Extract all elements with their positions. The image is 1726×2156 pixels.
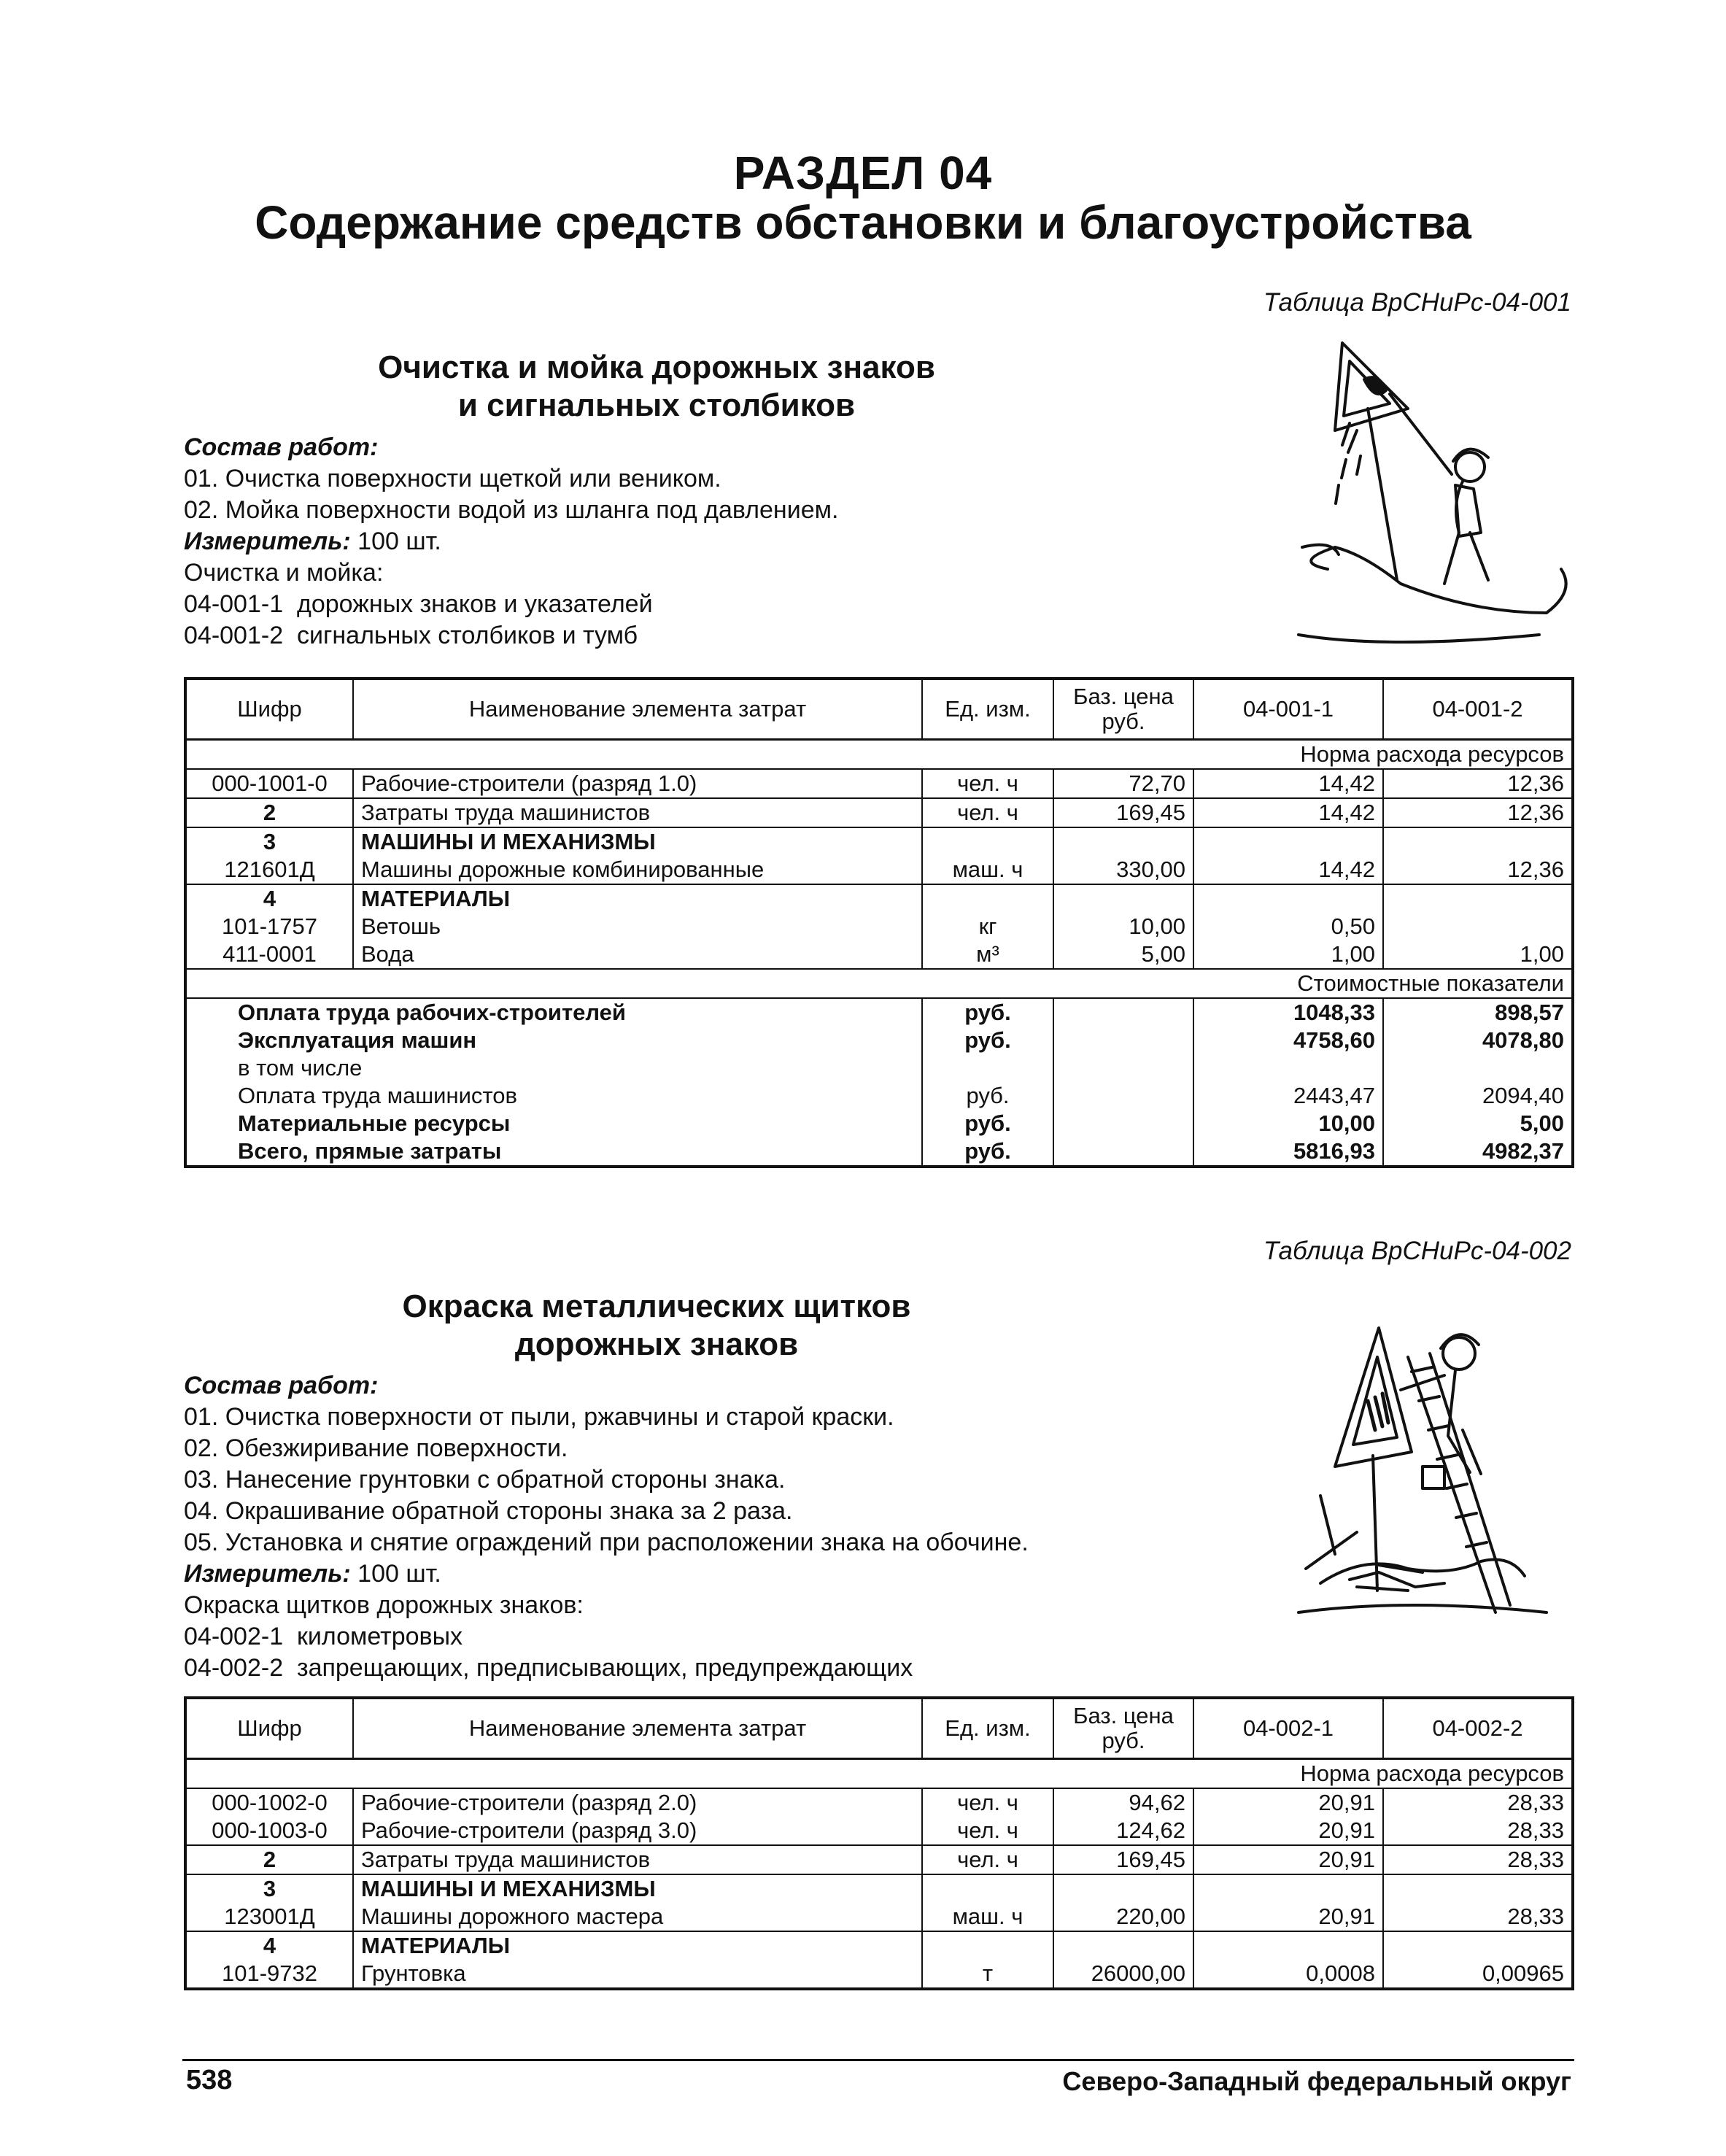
row-value-2: [1383, 1931, 1573, 1960]
col-header-variant-1: 04-002-1: [1193, 1698, 1383, 1759]
row-unit: т: [922, 1960, 1053, 1989]
table-row: [185, 1931, 1573, 1960]
row-value-2: 28,33: [1383, 1903, 1573, 1931]
row-value-1: [1193, 827, 1383, 856]
col-header-variant-1: 04-001-1: [1193, 679, 1383, 740]
meter-value: 100 шт.: [350, 1560, 441, 1588]
row-price: 124,62: [1053, 1817, 1193, 1845]
col-header-price: [1053, 679, 1193, 740]
row-code: 000-1002-0: [185, 1788, 353, 1817]
cost-value-2: 4078,80: [1383, 1027, 1573, 1054]
row-unit: маш. ч: [922, 856, 1053, 884]
price-header-line: руб.: [1102, 1727, 1145, 1753]
row-name: Машины дорожного мастера: [353, 1903, 922, 1931]
row-value-2: 12,36: [1383, 769, 1573, 798]
cost-unit: [922, 1054, 1053, 1082]
table-row: [185, 798, 1573, 827]
cost-value-1: 1048,33: [1193, 998, 1383, 1027]
row-price: [1053, 1931, 1193, 1960]
cost-row: [185, 1082, 1573, 1110]
footer-divider: [182, 2059, 1574, 2061]
row-unit: [922, 1931, 1053, 1960]
row-value-2: 0,00965: [1383, 1960, 1573, 1989]
cost-value-1: [1193, 1054, 1383, 1082]
work-description: [184, 432, 838, 652]
row-code: 000-1003-0: [185, 1817, 353, 1845]
row-code: 101-9732: [185, 1960, 353, 1989]
row-unit: чел. ч: [922, 798, 1053, 827]
row-value-1: 20,91: [1193, 1845, 1383, 1874]
row-unit: чел. ч: [922, 1788, 1053, 1817]
cost-value-1: 5816,93: [1193, 1137, 1383, 1167]
table-title-line: и сигнальных столбиков: [457, 387, 856, 423]
cost-value-2: 2094,40: [1383, 1082, 1573, 1110]
work-label: Состав работ:: [184, 433, 379, 461]
row-code: 3: [185, 1874, 353, 1903]
row-value-2: [1383, 913, 1573, 940]
col-header-price: [1053, 1698, 1193, 1759]
row-name: МАТЕРИАЛЫ: [353, 884, 922, 913]
table-title-line: Очистка и мойка дорожных знаков: [378, 349, 935, 385]
item-line: 04-002-1 километровых: [184, 1623, 463, 1650]
row-price: [1053, 1874, 1193, 1903]
row-code: 123001Д: [185, 1903, 353, 1931]
row-name: МАШИНЫ И МЕХАНИЗМЫ: [353, 1874, 922, 1903]
meter-label: Измеритель:: [184, 1560, 351, 1588]
footer-region: Северо-Западный федеральный округ: [1062, 2066, 1571, 2096]
row-code: 2: [185, 1845, 353, 1874]
work-item: 04. Окрашивание обратной стороны знака за 2 раза.: [184, 1497, 793, 1525]
row-code: 3: [185, 827, 353, 856]
row-value-1: [1193, 884, 1383, 913]
cost-row: [185, 1027, 1573, 1054]
cost-name: в том числе: [185, 1054, 922, 1082]
worker-painting-sign-illustration: [1291, 1313, 1568, 1620]
work-description: [184, 1370, 1029, 1684]
row-price: 220,00: [1053, 1903, 1193, 1931]
worker-washing-sign-illustration: [1284, 328, 1576, 657]
table-row: [185, 940, 1573, 969]
table-label: Таблица ВрСНиРс-04-002: [1263, 1237, 1571, 1265]
row-value-1: 14,42: [1193, 856, 1383, 884]
row-name: Затраты труда машинистов: [353, 1845, 922, 1874]
work-item: 03. Нанесение грунтовки с обратной стороны знака.: [184, 1466, 786, 1494]
row-code: 4: [185, 884, 353, 913]
row-unit: м³: [922, 940, 1053, 969]
row-value-2: [1383, 827, 1573, 856]
table-row: [185, 1788, 1573, 1817]
row-value-1: 14,42: [1193, 769, 1383, 798]
row-unit: [922, 884, 1053, 913]
row-name: Машины дорожные комбинированные: [353, 856, 922, 884]
table-row: [185, 1845, 1573, 1874]
row-unit: кг: [922, 913, 1053, 940]
cost-value-1: 2443,47: [1193, 1082, 1383, 1110]
table-row: [185, 1874, 1573, 1903]
row-value-1: 20,91: [1193, 1903, 1383, 1931]
row-value-2: [1383, 1874, 1573, 1903]
cost-unit: руб.: [922, 998, 1053, 1027]
row-unit: [922, 827, 1053, 856]
table-row: [185, 856, 1573, 884]
row-value-1: 0,50: [1193, 913, 1383, 940]
item-line: 04-001-1 дорожных знаков и указателей: [184, 590, 653, 618]
row-code: 121601Д: [185, 856, 353, 884]
resource-table: [184, 1696, 1574, 1990]
row-name: Вода: [353, 940, 922, 969]
price-header-line: Баз. цена: [1073, 1702, 1174, 1728]
table-row: [185, 884, 1573, 913]
page-number: 538: [186, 2065, 233, 2095]
row-price: 5,00: [1053, 940, 1193, 969]
table-row: [185, 1903, 1573, 1931]
col-header-variant-2: 04-002-2: [1383, 1698, 1573, 1759]
cost-row: [185, 1054, 1573, 1082]
col-header-unit: Ед. изм.: [922, 679, 1053, 740]
row-code: 2: [185, 798, 353, 827]
work-item: 02. Обезжиривание поверхности.: [184, 1434, 568, 1462]
work-item: 05. Установка и снятие ограждений при расположении знака на обочине.: [184, 1529, 1029, 1556]
table-title: [292, 1288, 1021, 1364]
norm-caption-row: [185, 740, 1573, 770]
row-value-1: 20,91: [1193, 1788, 1383, 1817]
row-code: 000-1001-0: [185, 769, 353, 798]
row-price: 330,00: [1053, 856, 1193, 884]
meter-label: Измеритель:: [184, 528, 351, 555]
resource-table: [184, 677, 1574, 1168]
cost-value-1: 10,00: [1193, 1110, 1383, 1137]
row-value-1: [1193, 1931, 1383, 1960]
table-header-row: [185, 679, 1573, 740]
row-value-2: 12,36: [1383, 798, 1573, 827]
row-price: 169,45: [1053, 798, 1193, 827]
row-code: 101-1757: [185, 913, 353, 940]
work-item: 01. Очистка поверхности щеткой или веником.: [184, 465, 721, 492]
table-row: [185, 769, 1573, 798]
row-name: МАТЕРИАЛЫ: [353, 1931, 922, 1960]
row-unit: чел. ч: [922, 769, 1053, 798]
section-title: Содержание средств обстановки и благоустройства: [255, 196, 1471, 249]
table-title: [292, 349, 1021, 425]
work-item: 02. Мойка поверхности водой из шланга под давлением.: [184, 496, 839, 524]
col-header-name: Наименование элемента затрат: [353, 679, 922, 740]
row-value-2: 28,33: [1383, 1845, 1573, 1874]
cost-value-2: 4982,37: [1383, 1137, 1573, 1167]
cost-name: Оплата труда рабочих-строителей: [185, 998, 922, 1027]
cost-caption: Стоимостные показатели: [1193, 969, 1573, 998]
cost-unit: руб.: [922, 1137, 1053, 1167]
cost-unit: руб.: [922, 1082, 1053, 1110]
table-header-row: [185, 1698, 1573, 1759]
row-value-1: 1,00: [1193, 940, 1383, 969]
table-row: [185, 827, 1573, 856]
row-price: 26000,00: [1053, 1960, 1193, 1989]
row-price: 94,62: [1053, 1788, 1193, 1817]
row-code: 4: [185, 1931, 353, 1960]
row-name: Ветошь: [353, 913, 922, 940]
cost-value-2: [1383, 1054, 1573, 1082]
row-unit: [922, 1874, 1053, 1903]
row-value-2: [1383, 884, 1573, 913]
cost-name: Всего, прямые затраты: [185, 1137, 922, 1167]
row-value-1: 0,0008: [1193, 1960, 1383, 1989]
price-header-line: Баз. цена: [1073, 683, 1174, 709]
item-line: 04-001-2 сигнальных столбиков и тумб: [184, 622, 638, 649]
row-name: Грунтовка: [353, 1960, 922, 1989]
section-number: РАЗДЕЛ 04: [733, 147, 993, 199]
row-unit: чел. ч: [922, 1845, 1053, 1874]
cost-unit: руб.: [922, 1027, 1053, 1054]
row-value-1: 20,91: [1193, 1817, 1383, 1845]
item-line: 04-002-2 запрещающих, предписывающих, предупреждающих: [184, 1654, 913, 1682]
row-value-1: 14,42: [1193, 798, 1383, 827]
work-label: Состав работ:: [184, 1372, 379, 1399]
price-header-line: руб.: [1102, 708, 1145, 734]
row-value-2: 1,00: [1383, 940, 1573, 969]
cost-row: [185, 1110, 1573, 1137]
cost-name: Материальные ресурсы: [185, 1110, 922, 1137]
row-value-2: 28,33: [1383, 1788, 1573, 1817]
cost-row: [185, 998, 1573, 1027]
row-value-1: [1193, 1874, 1383, 1903]
row-code: 411-0001: [185, 940, 353, 969]
table-row: [185, 1960, 1573, 1989]
row-value-2: 28,33: [1383, 1817, 1573, 1845]
row-name: Рабочие-строители (разряд 3.0): [353, 1817, 922, 1845]
norm-caption-row: [185, 1759, 1573, 1789]
row-price: [1053, 827, 1193, 856]
row-name: Рабочие-строители (разряд 2.0): [353, 1788, 922, 1817]
col-header-code: Шифр: [185, 1698, 353, 1759]
work-item: 01. Очистка поверхности от пыли, ржавчины и старой краски.: [184, 1403, 894, 1431]
cost-value-2: 898,57: [1383, 998, 1573, 1027]
cost-value-1: 4758,60: [1193, 1027, 1383, 1054]
items-intro: Очистка и мойка:: [184, 559, 384, 587]
row-name: Рабочие-строители (разряд 1.0): [353, 769, 922, 798]
cost-row: [185, 1137, 1573, 1167]
cost-name: Эксплуатация машин: [185, 1027, 922, 1054]
row-unit: чел. ч: [922, 1817, 1053, 1845]
row-name: МАШИНЫ И МЕХАНИЗМЫ: [353, 827, 922, 856]
table-label: Таблица ВрСНиРс-04-001: [1263, 288, 1571, 317]
norm-caption: Норма расхода ресурсов: [1193, 740, 1573, 770]
table-row: [185, 913, 1573, 940]
cost-caption-row: [185, 969, 1573, 998]
items-intro: Окраска щитков дорожных знаков:: [184, 1591, 584, 1619]
row-value-2: 12,36: [1383, 856, 1573, 884]
row-name: Затраты труда машинистов: [353, 798, 922, 827]
meter-value: 100 шт.: [350, 528, 441, 555]
row-price: 169,45: [1053, 1845, 1193, 1874]
cost-name: Оплата труда машинистов: [185, 1082, 922, 1110]
row-price: [1053, 884, 1193, 913]
norm-caption: Норма расхода ресурсов: [1193, 1759, 1573, 1789]
table-title-line: Окраска металлических щитков: [402, 1288, 911, 1324]
cost-value-2: 5,00: [1383, 1110, 1573, 1137]
col-header-unit: Ед. изм.: [922, 1698, 1053, 1759]
row-price: 72,70: [1053, 769, 1193, 798]
row-price: 10,00: [1053, 913, 1193, 940]
row-unit: маш. ч: [922, 1903, 1053, 1931]
table-row: [185, 1817, 1573, 1845]
col-header-code: Шифр: [185, 679, 353, 740]
cost-unit: руб.: [922, 1110, 1053, 1137]
table-title-line: дорожных знаков: [514, 1326, 799, 1362]
col-header-name: Наименование элемента затрат: [353, 1698, 922, 1759]
col-header-variant-2: 04-001-2: [1383, 679, 1573, 740]
